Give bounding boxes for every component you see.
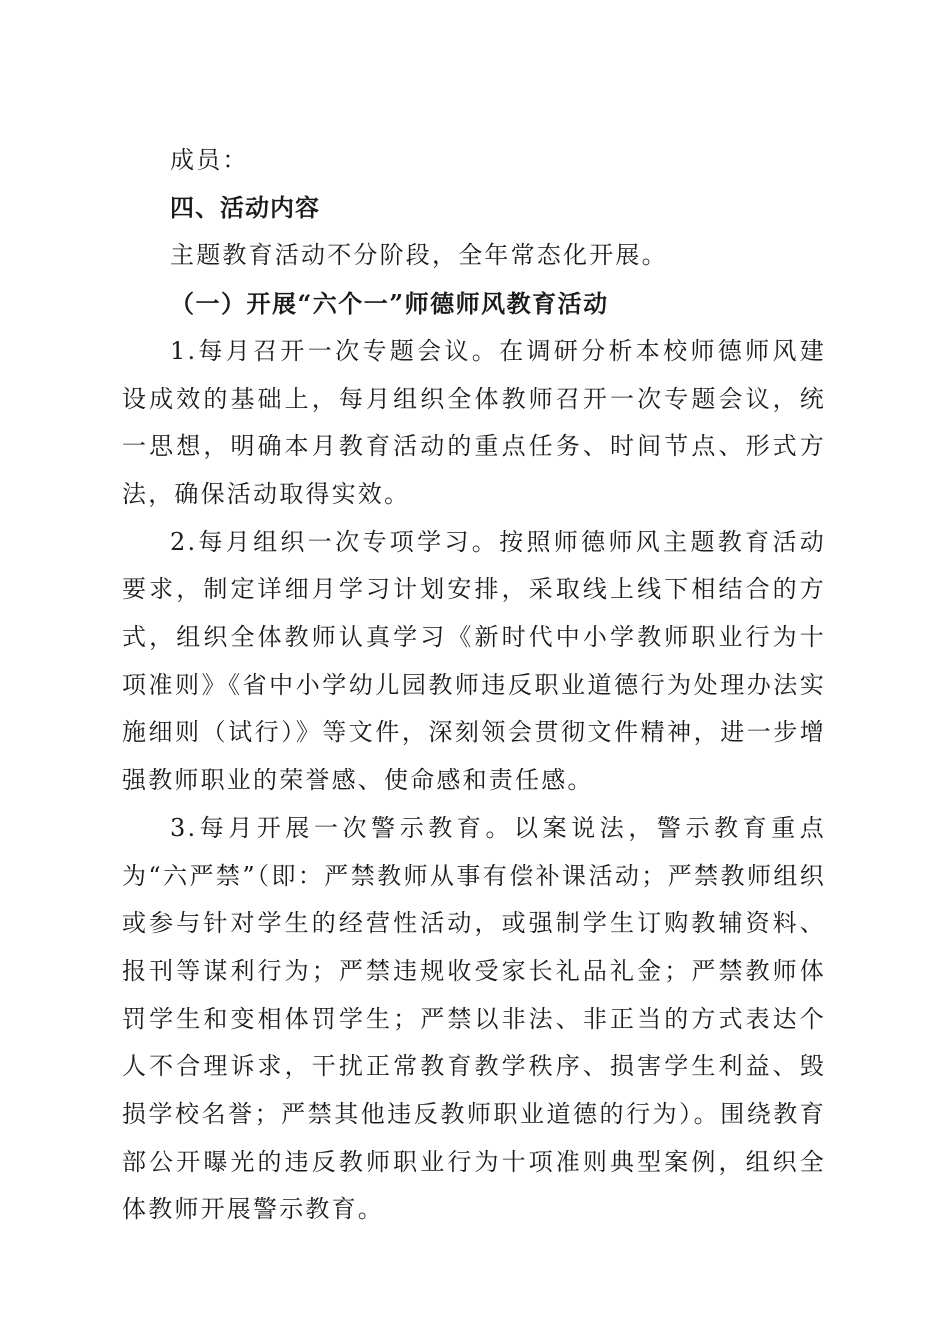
intro-paragraph: 主题教育活动不分阶段，全年常态化开展。 bbox=[170, 241, 668, 270]
paragraph-item-3: 3.每月开展一次警示教育。以案说法，警示教育重点为“六严禁”（即：严禁教师从事有偿补课活动；严禁教师组织或参与针对学生的经营性活动，或强制学生订购教辅资料、报刊等谋利行为；严禁违规收受家长礼品礼金；严禁教师体罚学生和变相体罚学生；严禁以非法、非正当的方式表达个人不合理诉求，干扰正常教育教学秩序、损害学生利益、毁损学校名誉；严禁其他违反教师职业道德的行为）。围绕教育部公开曝光的违反教师职业行为十项准则典型案例，组织全体教师开展警示教育。 bbox=[122, 813, 826, 1224]
section-heading-activity-content: 四、活动内容 bbox=[170, 193, 320, 222]
paragraph-item-2: 2.每月组织一次专项学习。按照师德师风主题教育活动要求，制定详细月学习计划安排，采取线上线下相结合的方式，组织全体教师认真学习《新时代中小学教师职业行为十项准则》《省中小学幼儿园教师违反职业道德行为处理办法实施细则（试行）》等文件，深刻领会贯彻文件精神，进一步增强教师职业的荣誉感、使命感和责任感。 bbox=[122, 527, 826, 795]
subsection-heading-six-ones: （一）开展“六个一”师德师风教育活动 bbox=[170, 289, 609, 319]
paragraph-item-1: 1.每月召开一次专题会议。在调研分析本校师德师风建设成效的基础上，每月组织全体教师召开一次专题会议，统一思想，明确本月教育活动的重点任务、时间节点、形式方法，确保活动取得实效。 bbox=[122, 336, 826, 508]
document-body bbox=[122, 137, 826, 1234]
members-line: 成员： bbox=[170, 146, 249, 174]
